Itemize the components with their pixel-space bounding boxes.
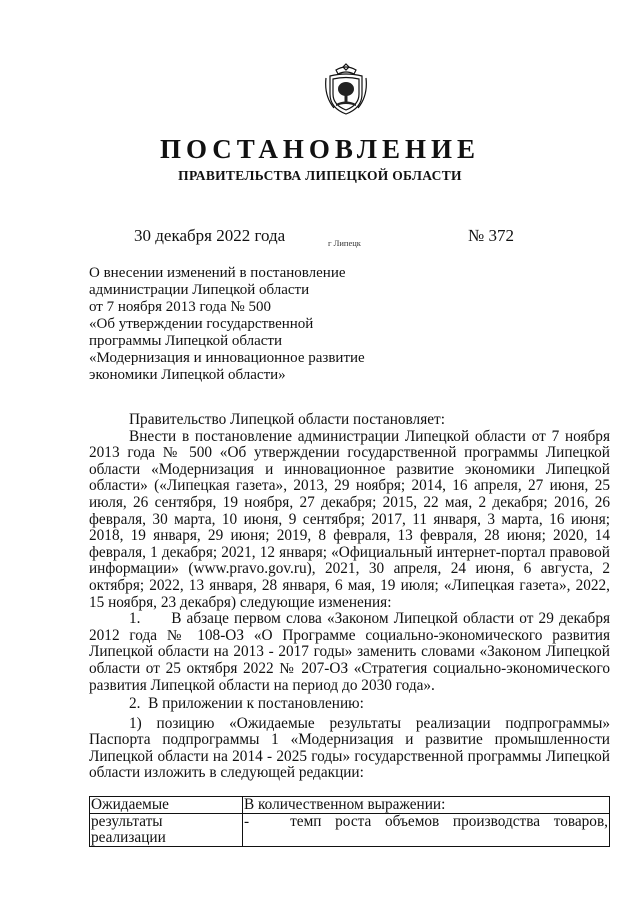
heading-line: программы Липецкой области	[89, 333, 283, 349]
issuer-name: ПРАВИТЕЛЬСТВА ЛИПЕЦКОЙ ОБЛАСТИ	[178, 168, 462, 183]
subitem-1-paragraph: 1) позицию «Ожидаемые результаты реализации подпрограммы» Паспорта подпрограммы 1 «Модернизация и развитие промышленности Липецкой области на 2014 - 2025 годы» государственной программы Липецкой области изложить в следующей редакции:	[89, 714, 610, 782]
heading-line: О внесении изменений в постановление	[89, 265, 346, 281]
document-date: 30 декабря 2022 года	[134, 226, 286, 245]
document-title: ПОСТАНОВЛЕНИЕ	[159, 134, 481, 164]
heading-line: от 7 ноября 2013 года № 500	[89, 299, 271, 315]
document-body	[89, 412, 610, 782]
document-city: г Липецк	[328, 238, 361, 248]
resolution-intro: Правительство Липецкой области постановляет:	[129, 411, 445, 428]
table-row	[90, 814, 610, 847]
heading-line: «Модернизация и инновационное развитие	[89, 350, 365, 366]
heading-line: «Об утверждении государственной	[89, 316, 314, 332]
table-cell: результаты реализации	[90, 814, 243, 847]
item-2-paragraph: 2. В приложении к постановлению:	[129, 695, 364, 713]
document-number: № 372	[468, 226, 514, 245]
heading-line: экономики Липецкой области»	[89, 367, 286, 383]
table-cell: В количественном выражении:	[243, 797, 610, 814]
table-cell: - темп роста объемов производства товаров,	[243, 814, 610, 847]
heading-line: администрации Липецкой области	[89, 282, 310, 298]
amendment-paragraph: Внести в постановление администрации Липецкой области от 7 ноября 2013 года № 500 «Об утверждении государственной программы Липецкой области «Модернизация и инновационное развитие экономики Липецкой области» («Липецкая газета», 2013, 29 ноября; 2014, 16 апреля, 27 июня, 25 июля, 26 сентября, 19 ноября, 27 декабря; 2015, 22 мая, 2 декабря; 2016, 26 февраля, 30 марта, 10 июня, 9 сентября; 2017, 11 января, 3 марта, 16 июня; 2018, 19 января, 29 июня; 2019, 8 февраля, 13 февраля, 28 июня; 2020, 14 февраля, 1 декабря; 2021, 12 января; «Официальный интернет-портал правовой информации» (www.pravo.gov.ru), 2021, 30 апреля, 24 июня, 6 августа, 2 октября; 2022, 13 января, 28 января, 6 мая, 19 июля; «Липецкая газета», 2022, 15 ноября, 23 декабря) следующие изменения:	[89, 427, 610, 611]
item-1-paragraph: 1. В абзаце первом слова «Законом Липецкой области от 29 декабря 2012 года № 108-ОЗ «О Программе социально-экономического развития Липецкой области на 2013 - 2017 годы» заменить словами «Законом Липецкой области от 25 октября 2022 № 207-ОЗ «Стратегия социально-экономического развития Липецкой области на период до 2030 года».	[89, 610, 610, 694]
document-heading	[89, 265, 409, 384]
coat-of-arms-emblem	[324, 62, 368, 118]
table-cell: Ожидаемые	[90, 797, 243, 814]
table-row	[90, 797, 610, 814]
results-table	[89, 796, 610, 847]
